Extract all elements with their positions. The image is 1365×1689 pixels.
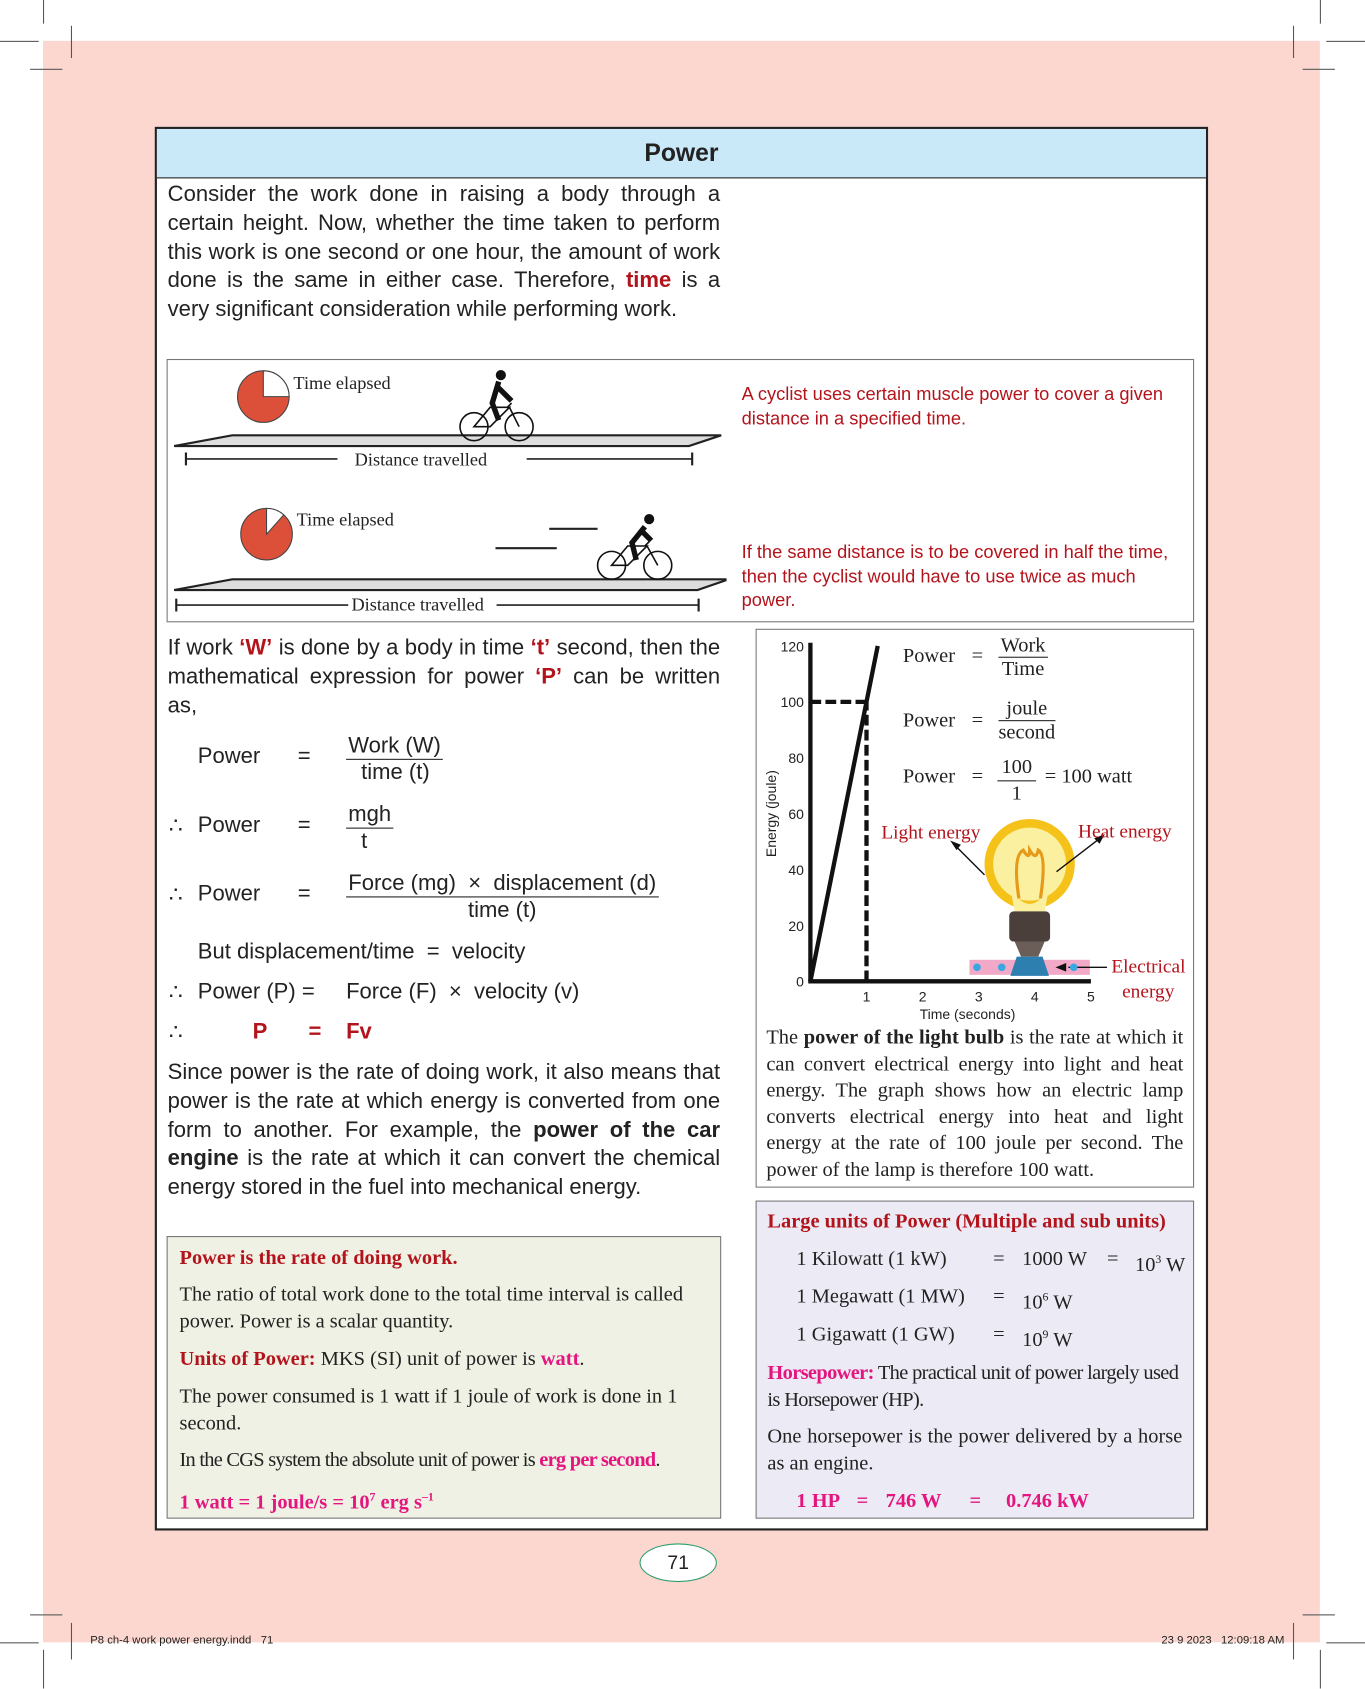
crop-mark: [43, 1650, 44, 1689]
eq-sign: =: [1107, 1247, 1119, 1271]
crop-mark: [30, 69, 62, 70]
text: is done by a body in time: [272, 635, 531, 660]
energy-time-chart-box: [756, 629, 1195, 1188]
power-definition-box: [167, 1236, 722, 1519]
intro-text: Consider the work done in raising a body through a certain height. Now, whether the time taken to perform this work is one second or one hour, the amount of work done is the same in either case. Therefore,: [167, 181, 721, 293]
time-elapsed-label: Time elapsed: [296, 509, 394, 530]
eq1-fraction: [346, 733, 443, 786]
crop-mark: [1303, 1614, 1335, 1615]
cgs-line: In the CGS system the absolute unit of power is erg per second.: [179, 1448, 660, 1472]
eq-sign: =: [993, 1247, 1005, 1271]
bold-text: power of the light bulb: [803, 1026, 1005, 1050]
numerator: Work (W): [346, 733, 443, 760]
exponent: 6: [1042, 1290, 1049, 1304]
electrical-energy-label: Electrical: [1111, 955, 1186, 977]
eq-sign: =: [297, 743, 311, 769]
y-axis-label: Energy (joule): [763, 770, 780, 858]
denominator: Time: [1001, 657, 1045, 681]
symbol-w: ‘W’: [239, 635, 273, 660]
pie-clock-icon: [238, 371, 290, 423]
eq-sign: =: [297, 881, 311, 907]
eq-sign: =: [993, 1323, 1005, 1346]
hundred-fraction: [997, 755, 1036, 808]
text: 1 watt = 1 joule/s = 10: [179, 1491, 370, 1514]
definition-heading: Power is the rate of doing work.: [179, 1246, 458, 1270]
cyclist-icon: [460, 371, 533, 441]
crop-mark: [1326, 41, 1365, 42]
light-energy-label: Light energy: [881, 821, 981, 843]
text: is the rate at which it can convert the chemical energy stored in the fuel into mechanical energy.: [167, 1146, 721, 1200]
units-heading: Large units of Power (Multiple and sub units): [767, 1210, 1166, 1233]
formula-label: Power: [902, 709, 956, 732]
highlight-time: time: [625, 268, 672, 293]
denominator: second: [998, 721, 1056, 744]
denominator: 1: [1011, 782, 1022, 806]
crop-mark: [43, 0, 44, 24]
crop-mark: [1303, 69, 1335, 70]
definition-text: The ratio of total work done to the total time interval is called power. Power is a scalar quantity.: [179, 1283, 684, 1333]
result: = 100 watt: [1044, 765, 1133, 788]
intro-paragraph: [168, 181, 720, 325]
caption-cyclist-twice: If the same distance is to be covered in half the time, then the cyclist would have to use twice as much power.: [741, 541, 1169, 611]
crop-mark: [1320, 0, 1321, 24]
electrical-energy-label: energy: [1122, 980, 1175, 1002]
x-tick-label: 2: [918, 988, 927, 1005]
crop-mark: [71, 1623, 72, 1660]
crop-mark: [1320, 1650, 1321, 1689]
caption-cyclist-normal: A cyclist uses certain muscle power to cover a given distance in a specified time.: [741, 383, 1164, 429]
eq-sign: =: [969, 1489, 982, 1513]
text: The practical unit of power largely used is Horsepower (HP).: [767, 1361, 1179, 1411]
heat-energy-label: Heat energy: [1078, 820, 1172, 842]
text: The: [766, 1026, 804, 1050]
definition-text: The power consumed is 1 watt if 1 joule of work is done in 1 second.: [179, 1385, 678, 1435]
y-tick-label: 0: [796, 973, 804, 990]
denominator: t: [361, 828, 368, 854]
denominator: time (t): [467, 897, 537, 923]
y-tick-label: 120: [780, 638, 804, 655]
eq-sign: =: [971, 644, 984, 668]
exponent: 9: [1042, 1328, 1049, 1342]
symbol-t: ‘t’: [530, 635, 551, 660]
formula-label: Power: [902, 644, 956, 668]
footer-file-name: P8 ch-4 work power energy.indd 71: [90, 1633, 274, 1647]
text: is the rate at which it can convert electrical energy into light and heat energy. The graph shows how an electric lamp converts electrical energy into heat and light energy at the rate of 100 joule per second. The power of the lamp is therefore 100 watt.: [766, 1026, 1184, 1181]
formula-label: Power: [902, 765, 956, 788]
units-line: Units of Power: MKS (SI) unit of power is watt.: [179, 1347, 585, 1371]
eq-sign: =: [308, 1018, 322, 1044]
unit-value: 1000 W: [1022, 1247, 1087, 1271]
x-tick-label: 5: [1087, 988, 1095, 1005]
formula-p: P: [252, 1018, 268, 1044]
symbol-p: ‘P’: [535, 664, 563, 689]
y-tick-label: 40: [788, 861, 804, 878]
eq-sign: =: [856, 1489, 869, 1513]
cyclist-icon: [598, 515, 672, 579]
crop-mark: [0, 1642, 39, 1643]
unit: W: [1161, 1253, 1186, 1277]
watt-highlight: watt: [540, 1347, 580, 1371]
numerator: mgh: [346, 802, 393, 829]
hp-watts: 746 W: [885, 1489, 942, 1513]
eq-sign: =: [971, 709, 984, 732]
horsepower-text: [767, 1361, 1182, 1414]
formula-fv: Fv: [346, 1018, 372, 1044]
y-tick-label: 100: [780, 694, 804, 711]
bold-text: power of the car engine: [167, 1117, 721, 1171]
unit-name: 1 Kilowatt (1 kW): [796, 1247, 947, 1271]
therefore-symbol: ∴: [168, 1019, 183, 1045]
eq-lhs: Power: [197, 881, 261, 907]
unit-name: 1 Gigawatt (1 GW): [796, 1323, 955, 1346]
text: erg s: [375, 1491, 422, 1514]
units-label: Units of Power:: [179, 1347, 316, 1371]
unit-power: 10: [1022, 1291, 1043, 1314]
x-tick-label: 3: [974, 988, 983, 1005]
horsepower-label: Horsepower:: [767, 1361, 874, 1385]
text: In the CGS system the absolute unit of power is: [179, 1448, 540, 1472]
unit-power: 10: [1134, 1253, 1156, 1277]
velocity-statement: But displacement/time = velocity: [197, 939, 526, 965]
pie-clock-icon: [241, 508, 293, 560]
y-tick-label: 60: [788, 805, 804, 822]
crop-mark: [1293, 1623, 1294, 1660]
eq3-fraction: [346, 871, 658, 924]
footer-timestamp: 23 9 2023 12:09:18 AM: [1161, 1633, 1285, 1647]
joule-second-fraction: [998, 698, 1055, 744]
numerator: joule: [998, 698, 1055, 722]
work-time-fraction: [998, 634, 1047, 680]
eq-lhs: Power (P) =: [197, 979, 315, 1004]
x-tick-label: 4: [1030, 988, 1039, 1005]
text: can be written as,: [167, 664, 721, 718]
eq2-fraction: [346, 802, 393, 855]
cyclist-illustration-panel: [167, 359, 1195, 622]
eq-sign: =: [297, 812, 311, 838]
numerator: Work: [998, 634, 1047, 658]
denominator: time (t): [361, 759, 430, 785]
crop-mark: [1326, 1642, 1365, 1643]
therefore-symbol: ∴: [168, 882, 183, 908]
expression-paragraph: [168, 634, 720, 720]
intro-text: is a very significant consideration while performing work.: [167, 268, 721, 322]
distance-label: Distance travelled: [354, 449, 488, 470]
x-axis-label: Time (seconds): [919, 1005, 1016, 1022]
text: MKS (SI) unit of power is: [315, 1347, 541, 1371]
crop-mark: [0, 41, 39, 42]
page-number: 71: [640, 1543, 717, 1582]
watt-formula: [179, 1484, 433, 1516]
unit-name: 1 Megawatt (1 MW): [796, 1285, 965, 1309]
crop-mark: [1293, 26, 1294, 58]
text: Since power is the rate of doing work, it also means that power is the rate at which energy is converted from one form to another. For example, the: [167, 1059, 721, 1143]
time-elapsed-label: Time elapsed: [293, 372, 391, 394]
therefore-symbol: ∴: [168, 980, 183, 1005]
erg-highlight: erg per second: [539, 1448, 656, 1472]
therefore-symbol: ∴: [168, 813, 183, 839]
eq-lhs: Power: [197, 812, 261, 838]
eq-sign: =: [971, 765, 984, 788]
hp: 1 HP: [796, 1489, 841, 1513]
text: If work: [167, 635, 240, 660]
hp-kilowatts: 0.746 kW: [1006, 1489, 1089, 1513]
unit-power: 10: [1022, 1328, 1043, 1352]
section-title: Power: [157, 129, 1206, 178]
y-tick-label: 80: [788, 750, 804, 767]
x-tick-label: 1: [862, 988, 871, 1005]
light-bulb-caption: [766, 1025, 1183, 1183]
numerator: Force (mg) × displacement (d): [346, 871, 658, 898]
horsepower-definition: One horsepower is the power delivered by a horse as an engine.: [767, 1425, 1183, 1475]
exponent: –1: [421, 1490, 434, 1504]
eq-lhs: Power: [197, 743, 261, 769]
y-tick-label: 20: [788, 917, 804, 934]
text: second, then the mathematical expression for power: [167, 635, 721, 689]
large-units-box: [756, 1201, 1195, 1519]
eq-sign: =: [993, 1285, 1005, 1309]
eq-rhs: Force (F) × velocity (v): [346, 979, 580, 1004]
unit: W: [1048, 1328, 1073, 1352]
crop-mark: [71, 26, 72, 58]
exponent: 7: [369, 1490, 376, 1504]
unit: W: [1048, 1291, 1073, 1314]
exponent: 3: [1155, 1253, 1162, 1267]
crop-mark: [30, 1614, 62, 1615]
cyclist-illustration: [168, 360, 727, 621]
numerator: 100: [997, 755, 1036, 782]
energy-conversion-paragraph: [168, 1059, 720, 1203]
distance-label: Distance travelled: [351, 594, 484, 615]
